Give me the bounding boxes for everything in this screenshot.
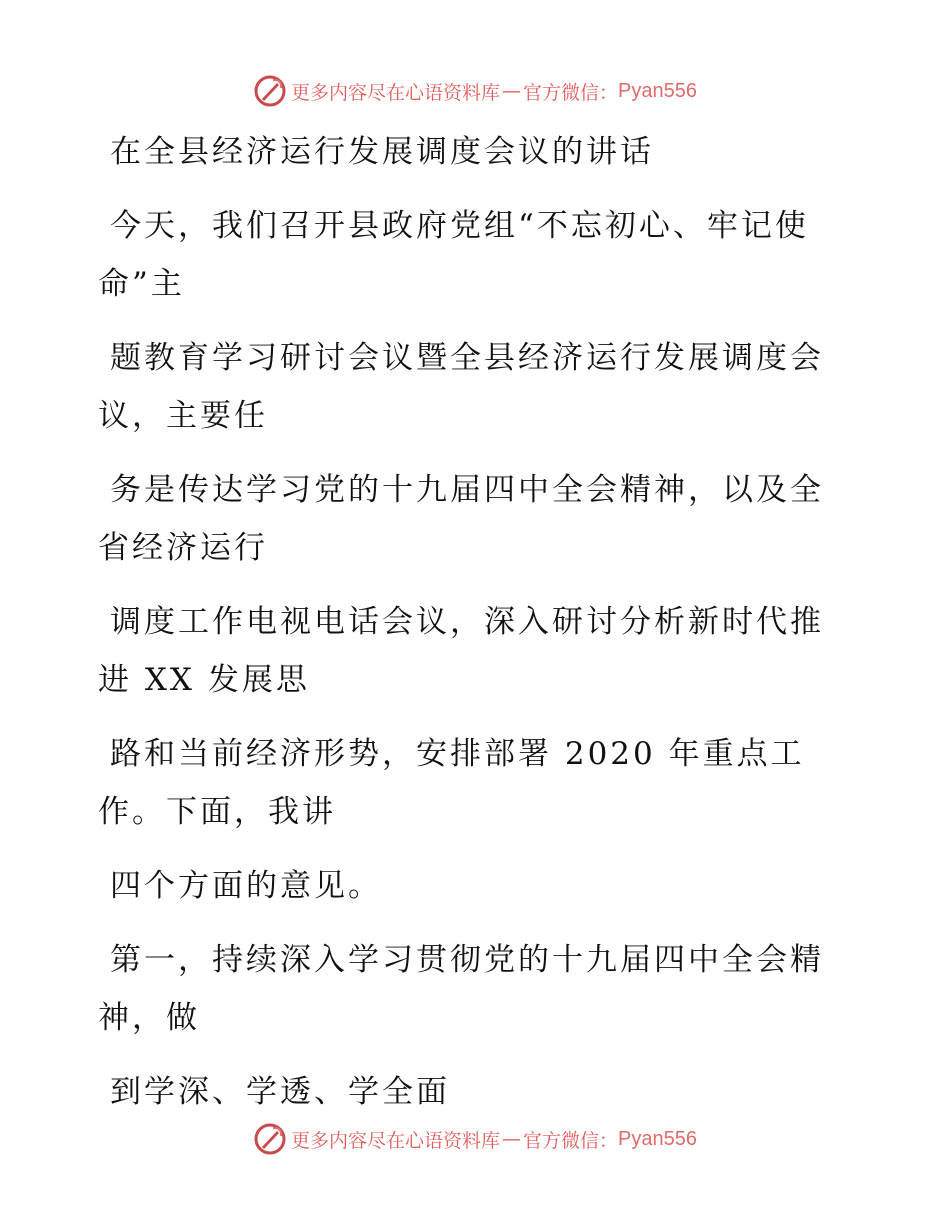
text-line: 到学深、学透、学全面 bbox=[110, 1074, 450, 1110]
text-line: 神，做 bbox=[98, 1000, 200, 1036]
banner-contact-label: 官方微信： bbox=[523, 1129, 619, 1152]
text-line: 进 XX 发展思 bbox=[98, 662, 310, 698]
watermark-banner-bottom bbox=[0, 1119, 950, 1159]
text-line: 议，主要任 bbox=[98, 398, 268, 434]
text-line: 务是传达学习党的十九届四中全会精神，以及全 bbox=[110, 472, 824, 508]
text-line: 今天，我们召开县政府党组“不忘初心、牢记使 bbox=[110, 208, 809, 244]
document-title: 在全县经济运行发展调度会议的讲话 bbox=[110, 134, 654, 170]
banner-site-text: 更多内容尽在心语资料库 bbox=[291, 81, 501, 104]
quill-logo-icon bbox=[253, 74, 287, 108]
banner-contact-id: Pyan556 bbox=[618, 79, 697, 102]
banner-separator: — bbox=[502, 1128, 522, 1150]
text-line: 四个方面的意见。 bbox=[110, 868, 382, 904]
text-line: 路和当前经济形势，安排部署 2020 年重点工 bbox=[110, 736, 805, 772]
watermark-banner-top bbox=[0, 71, 950, 111]
text-line: 第一，持续深入学习贯彻党的十九届四中全会精 bbox=[110, 942, 824, 978]
banner-contact-label: 官方微信： bbox=[523, 81, 619, 104]
text-line: 省经济运行 bbox=[98, 530, 268, 566]
text-line: 作。下面，我讲 bbox=[98, 794, 336, 830]
text-line: 调度工作电视电话会议，深入研讨分析新时代推 bbox=[110, 604, 824, 640]
banner-separator: — bbox=[502, 80, 522, 102]
text-line: 命”主 bbox=[98, 266, 185, 302]
text-line: 题教育学习研讨会议暨全县经济运行发展调度会 bbox=[110, 340, 824, 376]
banner-site-text: 更多内容尽在心语资料库 bbox=[291, 1129, 501, 1152]
banner-contact-id: Pyan556 bbox=[618, 1127, 697, 1150]
quill-logo-icon bbox=[253, 1122, 287, 1156]
